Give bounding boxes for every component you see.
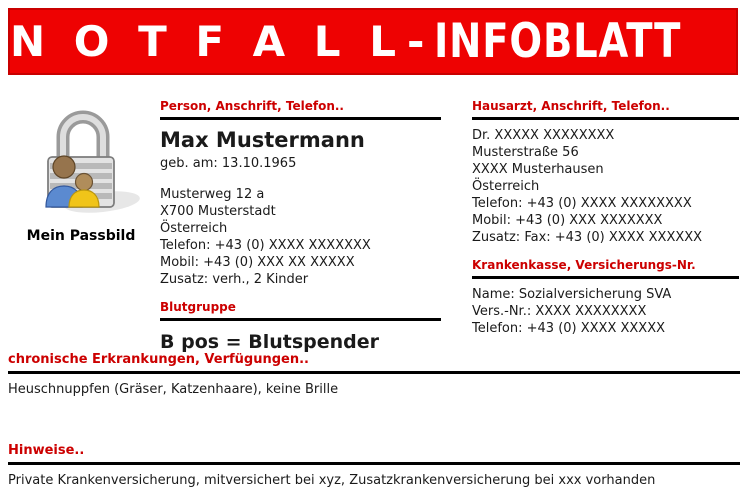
insurance-section-header: Krankenkasse, Versicherungs-Nr.	[472, 258, 739, 279]
chronic-section	[8, 352, 740, 398]
banner-title-notfall: N O T F A L L	[10, 17, 403, 66]
notfall-banner	[8, 8, 738, 75]
chronic-section-header: chronische Erkrankungen, Verfügungen..	[8, 352, 740, 374]
banner-title-dash: -	[406, 17, 425, 66]
banner-title-infoblatt: INFOBLATT	[434, 14, 682, 69]
insurance-name-line: Name: Sozialversicherung SVA	[472, 287, 672, 302]
person-address-line: X700 Musterstadt	[160, 204, 276, 219]
doctor-address-line: Musterstraße 56	[472, 145, 579, 160]
person-address-line: Österreich	[160, 221, 228, 236]
padlock-with-people-icon	[20, 100, 142, 222]
insurance-number-line: Vers.-Nr.: XXXX XXXXXXXX	[472, 304, 647, 319]
chronic-section-content: Heuschnuppfen (Gräser, Katzenhaare), keine Brille	[8, 382, 339, 397]
passbild-block	[14, 100, 148, 244]
notes-section	[8, 443, 740, 489]
passbild-caption: Mein Passbild	[26, 228, 136, 244]
person-phone-line: Telefon: +43 (0) XXXX XXXXXXX	[160, 238, 371, 253]
doctor-mobile-line: Mobil: +43 (0) XXX XXXXXXX	[472, 213, 663, 228]
person-birthdate: geb. am: 13.10.1965	[160, 156, 297, 171]
doctor-section-header: Hausarzt, Anschrift, Telefon..	[472, 99, 739, 120]
doctor-address-line: XXXX Musterhausen	[472, 162, 604, 177]
notes-section-content: Private Krankenversicherung, mitversichert bei xyz, Zusatzkrankenversicherung bei xxx vorhanden	[8, 473, 656, 488]
person-extra-line: Zusatz: verh., 2 Kinder	[160, 272, 309, 287]
insurance-info-block	[472, 286, 739, 337]
doctor-address-line: Österreich	[472, 179, 540, 194]
person-column	[160, 99, 441, 353]
bloodgroup-section-header: Blutgruppe	[160, 300, 441, 321]
person-mobile-line: Mobil: +43 (0) XXX XX XXXXX	[160, 255, 355, 270]
person-name: Max Mustermann	[160, 128, 365, 152]
notes-section-header: Hinweise..	[8, 443, 740, 465]
bloodgroup-value: B pos = Blutspender	[160, 331, 379, 353]
doctor-info-block	[472, 127, 739, 246]
person-address-line: Musterweg 12 a	[160, 187, 265, 202]
doctor-fax-line: Zusatz: Fax: +43 (0) XXXX XXXXXX	[472, 230, 703, 245]
doctor-column	[472, 99, 739, 337]
person-address-block	[160, 186, 441, 288]
doctor-name-line: Dr. XXXXX XXXXXXXX	[472, 128, 615, 143]
doctor-phone-line: Telefon: +43 (0) XXXX XXXXXXXX	[472, 196, 692, 211]
insurance-phone-line: Telefon: +43 (0) XXXX XXXXX	[472, 321, 666, 336]
person-section-header: Person, Anschrift, Telefon..	[160, 99, 441, 120]
